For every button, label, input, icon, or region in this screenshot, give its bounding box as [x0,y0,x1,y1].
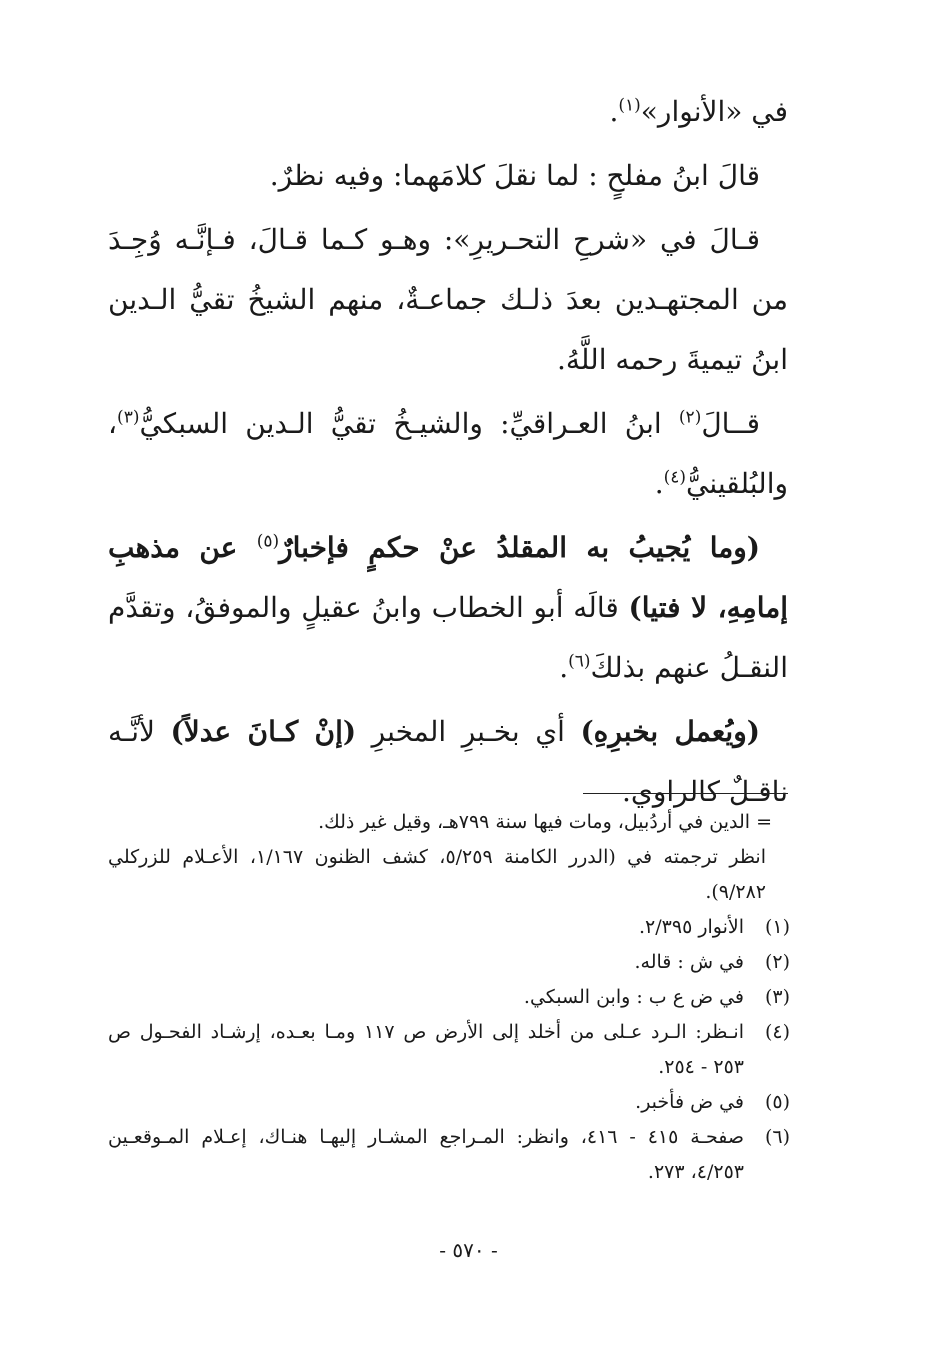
footnote-2 [108,945,790,980]
footnote-number: (٢) [764,951,790,973]
footnote-number: (٦) [764,1126,790,1148]
paragraph-6 [108,702,788,822]
paragraph-1 [108,82,788,142]
footnote-ref-1: (١) [618,95,641,116]
paragraph-5-end: . [559,651,569,684]
paragraph-1-end: . [609,95,619,128]
paragraph-6-mid: أي بخـبرِ المخبرِ [356,715,581,748]
footnote-number: (٥) [764,1091,790,1113]
footnote-text: في ض ع ب : وابن السبكي. [523,986,744,1008]
paragraph-6-rest: لأنَّـه ناقـلٌ كالراوي. [108,715,788,808]
footnotes [108,805,790,1190]
paragraph-4-a: قــالَ [701,407,760,440]
paragraph-5-bold-1: (وما يُجيبُ به المقلدُ عنْ حكمٍ فإخبارٌ [279,531,760,564]
paragraph-5 [108,518,788,698]
footnote-number: (٣) [764,986,790,1008]
paragraph-2: قالَ ابنُ مفلحٍ : لما نقلَ كلامَهما: وفيه نظرٌ. [269,159,760,192]
footnote-text: في ش : قاله. [634,951,744,973]
footnote-text: الأنوار ٢/٣٩٥. [639,916,744,938]
paragraph-5-rest: قالَه أبو الخطاب وابنُ عقيلٍ والموفقُ، وتقدَّم النقـلُ عنهم بذلكَ [108,591,788,684]
footnote-ref-5: (٥) [256,531,280,552]
paragraph-4-b: ابنُ العـراقيِّ: والشيـخُ تقيُّ الـدين السبكيُّ [139,407,679,440]
paragraph-4 [108,394,788,514]
paragraph-4-d: . [654,467,664,500]
footnote-text: صفحـة ٤١٥ - ٤١٦، وانظر: المـراجع المشـار إليهـا هنـاك، إعـلام المـوقعـين ٤/٢٥٣، ٢٧٣. [108,1126,744,1183]
footnote-number: (٤) [764,1021,790,1043]
footnote-number: (١) [764,916,790,938]
paragraph-6-bold-2: (إنْ كـانَ عدلاً) [170,715,357,748]
paragraph-1-text: في «الأنوار» [640,95,788,128]
footnote-4 [108,1015,790,1085]
paragraph-5-bold-2: عن مذهبِ إمامِهِ، لا فتيا) [108,531,789,624]
paragraph-3: قـالَ في «شرحِ التحـريرِ»: وهـو كـما قـالَ، فـإنَّـه وُجِـدَ من المجتهـدين بعدَ ذلـك جماعـةٌ، منهم الشيخُ تقيُّ الـدين ابنُ تيميةَ رحمه اللَّهُ. [108,223,788,376]
footnote-1 [108,910,790,945]
footnote-3 [108,980,790,1015]
footnote-ref-6: (٦) [568,651,591,672]
paragraph-4-c: ، والبُلقينيُّ [108,407,788,500]
footnote-continuation: = الدين في أردُبيل، ومات فيها سنة ٧٩٩هـ، وقيل غير ذلك. [318,811,772,833]
footnote-6 [108,1120,790,1190]
footnote-continuation-2: انظر ترجمته في (الدرر الكامنة ٥/٢٥٩، كشف الظنون ١/١٦٧، الأعـلام للزركلي ٩/٢٨٢). [108,846,766,903]
footnote-separator [583,793,788,794]
paragraph-6-bold-1: (ويُعمل بخبرِهِ) [580,715,760,748]
footnote-ref-3: (٣) [117,407,140,428]
footnote-5 [108,1085,790,1120]
footnote-text: انـظر: الـرد عـلى من أخلد إلى الأرض ص ١١٧ ومـا بعـده، إرشـاد الفحـول ص ٢٥٣ - ٢٥٤. [108,1021,745,1078]
footnote-ref-4: (٤) [663,467,687,488]
footnote-text: في ض فأخبر. [635,1091,744,1113]
main-text [108,82,788,822]
footnote-ref-2: (٢) [678,407,702,428]
page-number: - ٥٧٠ - [439,1238,498,1262]
